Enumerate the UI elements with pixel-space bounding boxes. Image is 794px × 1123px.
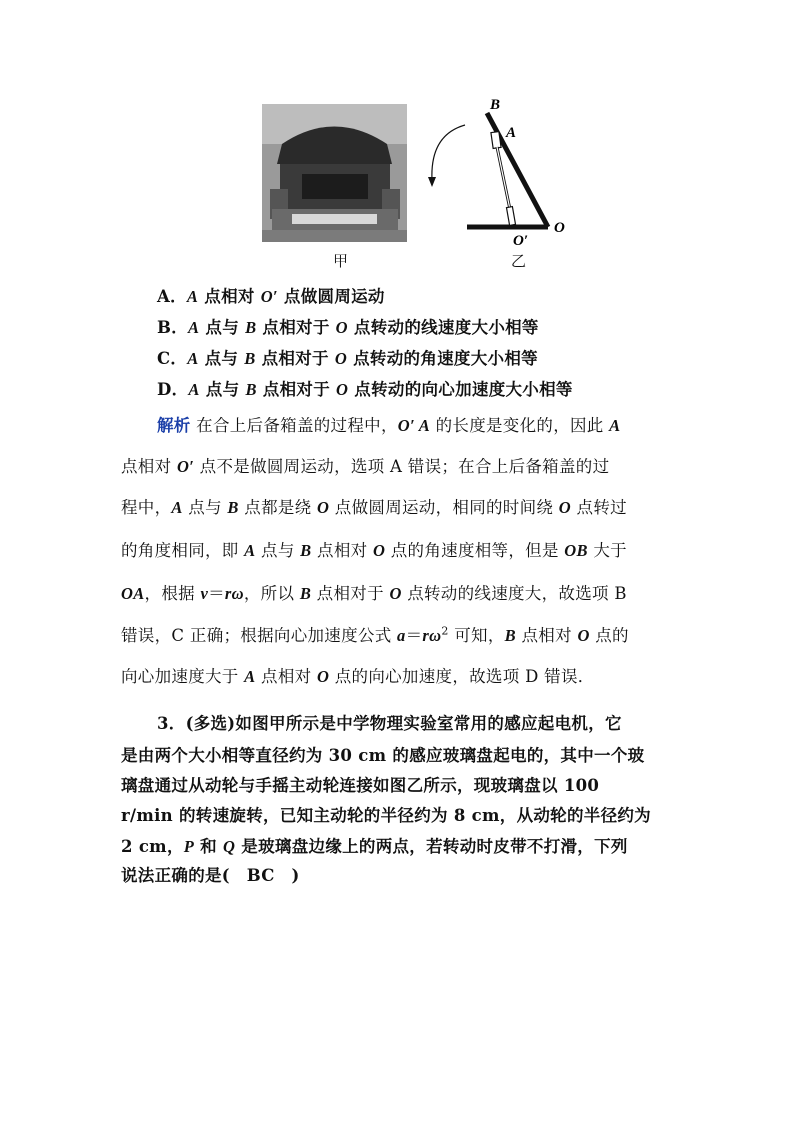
question3-line-3: 璃盘通过从动轮与手摇主动轮连接如图乙所示，现玻璃盘以 100 [121, 776, 600, 795]
analysis-line-7: 向心加速度大于 A 点相对 O 点的向心加速度，故选项 D 错误． [121, 667, 595, 686]
question3-line-5: 2 cm，P 和 Q 是玻璃盘边缘上的两点，若转动时皮带不打滑，下列 [121, 837, 628, 856]
option-a: A．A 点相对 O′ 点做圆周运动 [157, 287, 385, 306]
analysis-line-1: 解析 在合上后备箱盖的过程中，O′ A 的长度是变化的，因此 A [157, 416, 621, 435]
answer: BC [246, 866, 275, 885]
label-Oprime: O′ [513, 233, 529, 249]
strut-lower [506, 207, 515, 226]
option-c: C．A 点与 B 点相对于 O 点转动的角速度大小相等 [157, 349, 538, 368]
caption-right: 乙 [511, 252, 527, 270]
analysis-line-2: 点相对 O′ 点不是做圆周运动，选项 A 错误；在合上后备箱盖的过 [121, 457, 610, 476]
analysis-line-3: 程中，A 点与 B 点都是绕 O 点做圆周运动，相同的时间绕 O 点转过 [121, 498, 627, 517]
analysis-label: 解析 [157, 416, 191, 435]
analysis-line-6: 错误，C 正确；根据向心加速度公式 $a=r\omega^2$ 可知，B 点相对 O 点的 [121, 624, 629, 645]
option-d: D．A 点与 B 点相对于 O 点转动的向心加速度大小相等 [157, 380, 573, 399]
analysis-line-5: OA，根据 v＝rω，所以 B 点相对于 O 点转动的线速度大，故选项 B [121, 584, 627, 603]
analysis-line-4: 的角度相同，即 A 点与 B 点相对 O 点的角速度相等，但是 OB 大于 [121, 541, 627, 560]
question3-line-6: 说法正确的是( BC ) [121, 866, 300, 885]
lid-bar [487, 113, 548, 227]
label-O: O [554, 220, 565, 236]
option-b: B．A 点与 B 点相对于 O 点转动的线速度大小相等 [157, 318, 539, 337]
question3-line-1: 3．(多选)如图甲所示是中学物理实验室常用的感应起电机，它 [157, 714, 622, 733]
rotation-arrow [432, 125, 465, 180]
strut-upper [491, 132, 501, 149]
caption-left: 甲 [333, 252, 349, 270]
question3-line-2: 是由两个大小相等直径约为 30 cm 的感应玻璃盘起电的，其中一个玻 [121, 746, 645, 765]
question3-line-4: r/min 的转速旋转，已知主动轮的半径约为 8 cm，从动轮的半径约为 [121, 806, 651, 825]
lever-diagram [420, 95, 580, 255]
label-A: A [506, 125, 517, 141]
car-trunk-photo [262, 104, 407, 242]
label-B: B [490, 97, 501, 113]
